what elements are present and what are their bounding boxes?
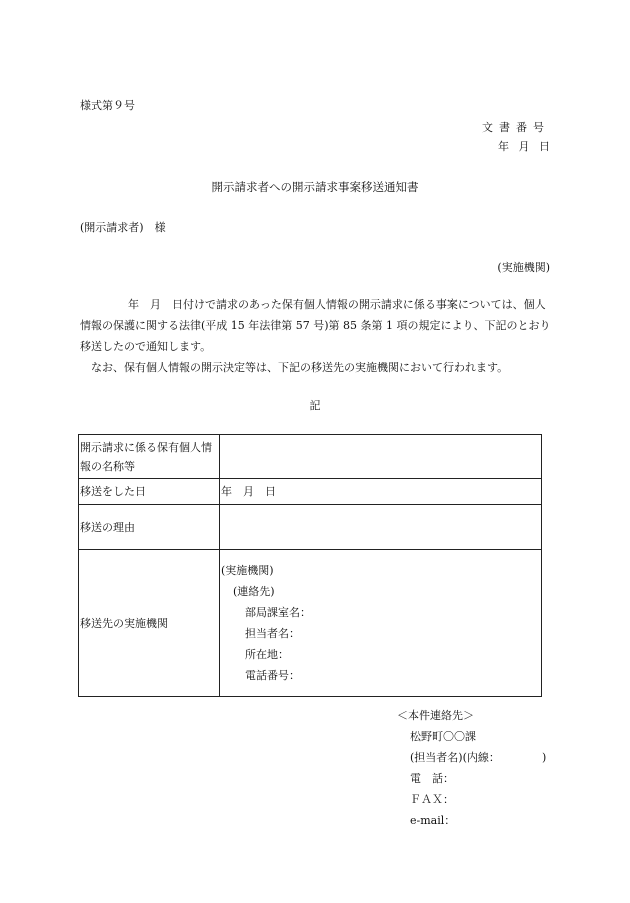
body-paragraph-decision: なお、保有個人情報の開示決定等は、下記の移送先の実施機関において行われます。 [91, 361, 509, 374]
cell-value-transfer-date: 年 月 日 [220, 479, 542, 505]
ki-heading: 記 [309, 399, 321, 412]
contact-tel: 電 話： [410, 772, 454, 785]
document-number-label: 文書番号 [482, 121, 550, 134]
cell-value-destination [220, 550, 542, 697]
destination-phone: 電話番号： [245, 669, 300, 682]
contact-person-extension [397, 747, 547, 768]
contact-person-ext-label: (担当者名)(内線： [410, 751, 500, 764]
cell-value-transfer-reason [220, 505, 542, 550]
table-row [79, 550, 542, 697]
cell-value-info-name [220, 435, 542, 479]
body-paragraph-transfer: 年 月 日付けで請求のあった保有個人情報の開示請求に係る事案については、個人情報の保護に関する法律(平成 15 年法律第 57 号)第 85 条第 1 項の規定により、下記のとおり移送したので通知します。 [80, 298, 551, 353]
document-date-label: 年 月 日 [498, 140, 550, 153]
cell-label-transfer-date: 移送をした日 [79, 479, 220, 505]
contact-section: 松野町〇〇課 [410, 730, 476, 743]
cell-label-destination: 移送先の実施機関 [79, 550, 220, 697]
destination-agency: (実施機関) [221, 564, 274, 577]
contact-heading: ＜本件連絡先＞ [397, 709, 474, 722]
form-number: 様式第９号 [80, 99, 135, 112]
destination-contact-heading: (連絡先) [233, 585, 275, 598]
document-title: 開示請求者への開示請求事案移送通知書 [211, 180, 419, 194]
body-text [80, 294, 553, 378]
cell-label-transfer-reason: 移送の理由 [79, 505, 220, 550]
destination-person: 担当者名： [245, 627, 300, 640]
destination-address: 所在地： [245, 648, 289, 661]
destination-department: 部局課室名： [245, 606, 311, 619]
table-row [79, 505, 542, 550]
transfer-record-table [78, 434, 542, 697]
contact-email: e-mail： [410, 814, 456, 827]
issuing-agency: (実施機関) [497, 261, 550, 274]
contact-fax: ＦＡＸ： [410, 793, 454, 806]
table-row [79, 435, 542, 479]
cell-label-info-name: 開示請求に係る保有個人情報の名称等 [79, 435, 220, 479]
contact-block [397, 705, 547, 831]
contact-ext-close: ) [542, 751, 547, 764]
addressee: (開示請求者) 様 [80, 221, 166, 234]
table-row [79, 479, 542, 505]
